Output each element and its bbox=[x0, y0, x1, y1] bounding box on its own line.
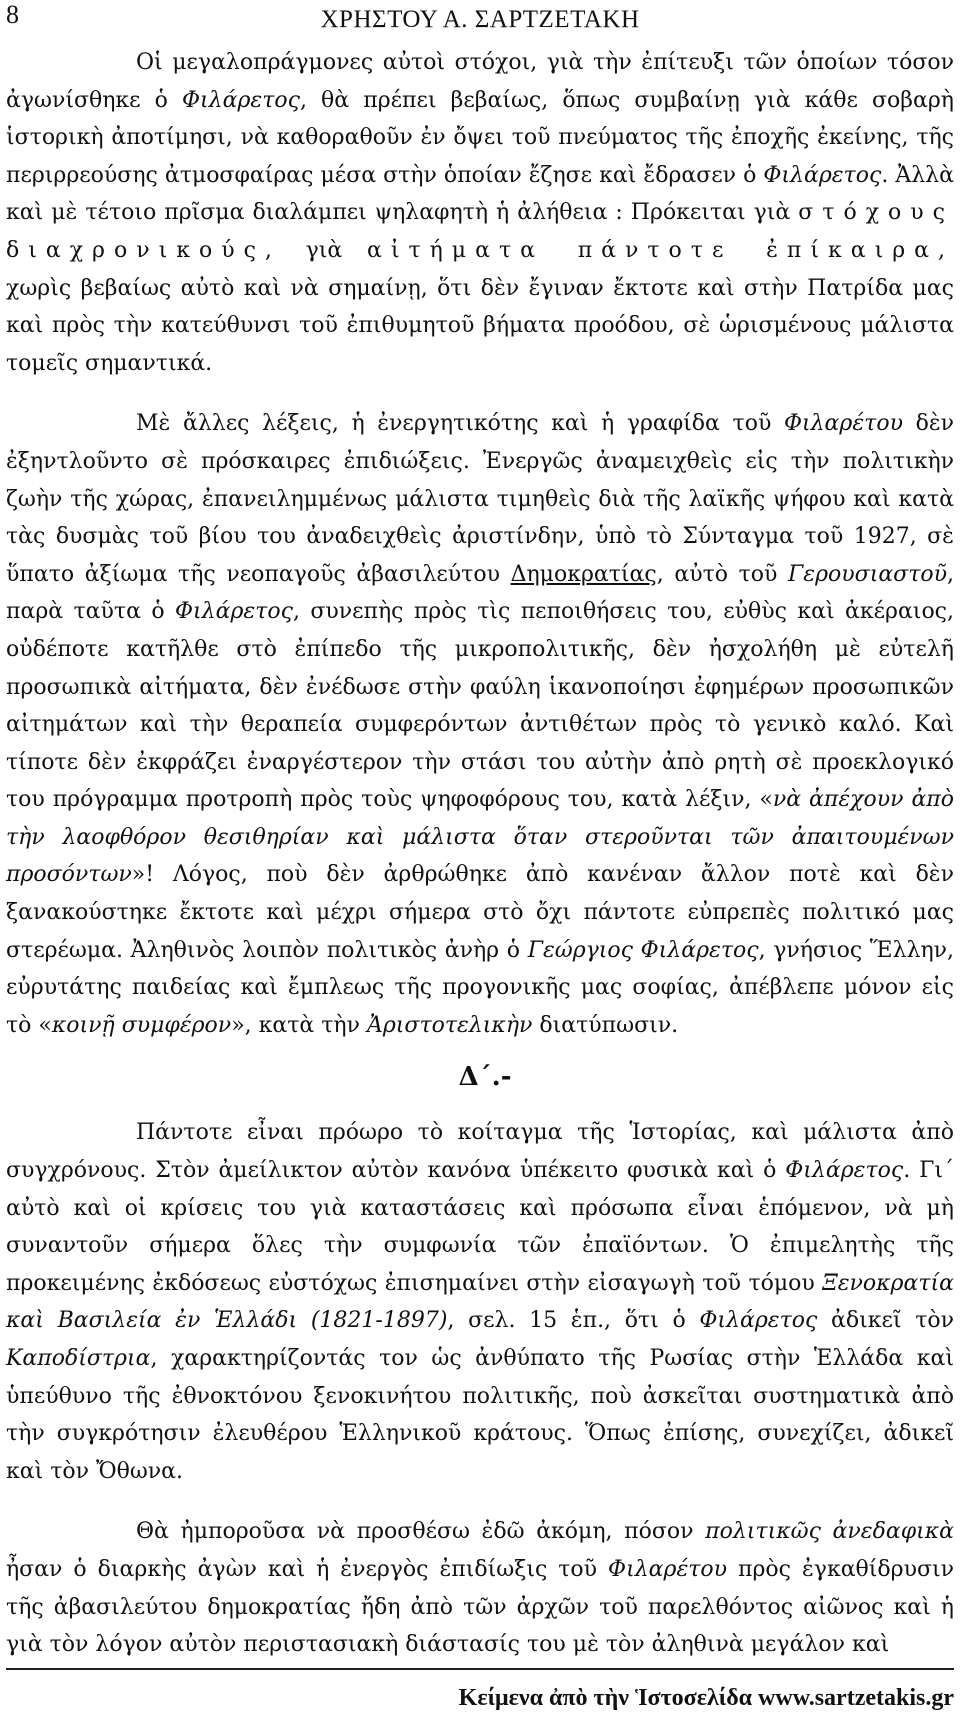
section-heading: Δ΄.- bbox=[458, 1062, 512, 1093]
italic-run: Φιλάρετος bbox=[699, 1308, 818, 1334]
text-run: πρὸς ἐγκαθίδρυσιν τῆς ἀβασιλεύτου δημοκρατίας ἤδη ἀπὸ τῶν ἀρχῶν τοῦ παρελθόντος αἰῶνος καὶ ἡ γιὰ τὸν λόγον αὐτὸν περιστασιακὴ διάστασίς του μὲ τὸν ἀληθινὰ μεγάλον καὶ bbox=[6, 1556, 954, 1658]
italic-run: Φιλάρετος bbox=[182, 87, 300, 113]
text-run: , θὰ πρέπει βεβαίως, ὅπως συμβαίνῃ γιὰ κάθε σοβαρὴ ἱστορικὴ ἀποτίμησι, νὰ καθοραθοῦν ἐν ὄψει τοῦ πνεύματος τῆς ἐποχῆς ἐκείνης, τῆς περιρρεούσης ἀτμοσφαίρας μέσα στὴν ὁποίαν ἔζησε καὶ ἔδρασεν ὁ bbox=[6, 87, 954, 188]
page-number: 8 bbox=[6, 0, 19, 29]
paragraph-gap bbox=[6, 1490, 954, 1513]
text-run: , σελ. 15 ἑπ., ὅτι ὁ bbox=[447, 1308, 700, 1334]
text-run: γιὰ bbox=[280, 237, 367, 263]
italic-run: Φιλάρετος bbox=[785, 1158, 904, 1184]
text-run: . Γι΄ αὐτὸ καὶ οἱ κρίσεις του γιὰ καταστάσεις καὶ πρόσωπα εἶναι ἑπόμενον, νὰ μὴ συναντοῦν σήμερα ὅλες τὴν συμφωνία τῶν ἐπαϊόντων. Ὁ ἐπιμελητὴς τῆς προκειμένης ἐκδόσεως εὐστόχως ἐπισημαίνει στὴν εἰσαγωγὴ τοῦ τόμου bbox=[6, 1158, 954, 1296]
italic-run: Γεώργιος Φιλάρετος bbox=[527, 937, 759, 963]
italic-run: Φιλάρετος bbox=[763, 162, 882, 188]
paragraph-gap bbox=[6, 382, 954, 405]
underlined-run: Δημοκρατίας bbox=[510, 561, 657, 587]
main-text bbox=[6, 44, 954, 1664]
text-run: , συνεπὴς πρὸς τὶς πεποιθήσεις του, εὐθὺς καὶ ἀκέραιος, οὐδέποτε κατῆλθε στὸ ἐπίπεδο τῆς μικροπολιτικῆς, δὲν ἠσχολήθη μὲ εὐτελῆ προσωπικὰ αἰτήματα, δὲν ἐνέδωσε στὴν φαύλη ἱκανοποίησι ἐφημέρων προσωπικῶν αἰτημάτων καὶ τὴν θεραπεία συμφερόντων ἀντιθέτων πρὸς τὸ γενικὸ καλό. Καὶ τίποτε δὲν ἐκφράζει ἐναργέστερον τὴν στάσι του αὐτὴν ἀπὸ ρητὴ σὲ προεκλογικό του πρόγραμμα προτροπὴ πρὸς τοὺς ψηφοφόρους του, κατὰ λέξιν, « bbox=[6, 599, 954, 813]
text-run: ἦσαν ὁ διαρκὴς ἀγὼν καὶ ἡ ἐνεργὸς ἐπιδίωξις τοῦ bbox=[6, 1556, 609, 1582]
italic-run: Καποδίστρια bbox=[6, 1346, 151, 1371]
italic-run: νὰ ἀπέχουν ἀπὸ τὴν λαοφθόρον θεσιθηρίαν καὶ μάλιστα ὅταν στεροῦνται τῶν ἀπαιτουμένων προσόντων bbox=[6, 787, 954, 888]
italic-run: κοινῇ συμφέρον bbox=[51, 1012, 232, 1038]
text-run: », κατὰ τὴν bbox=[231, 1012, 367, 1038]
spaced-run: στόχους διαχρονικούς, bbox=[6, 200, 954, 263]
text-run: . Ἀλλὰ καὶ μὲ τέτοιο πρῖσμα διαλάμπει ψηλαφητὴ ἡ ἀλήθεια : Πρόκειται γιὰ bbox=[6, 162, 954, 226]
italic-run: Φιλάρετος bbox=[174, 599, 293, 625]
paragraph-2 bbox=[6, 405, 954, 1044]
paragraph-4 bbox=[6, 1513, 954, 1663]
italic-run: Φιλαρέτου bbox=[608, 1556, 728, 1582]
italic-run: Ξενοκρατία καὶ Βασιλεία ἐν Ἑλλάδι (1821-1897) bbox=[6, 1270, 954, 1334]
text-run: Οἱ μεγαλοπράγμονες αὐτοὶ στόχοι, γιὰ τὴν ἐπίτευξι τῶν ὁποίων τόσον ἀγωνίσθηκε ὁ bbox=[6, 50, 954, 113]
footer-source: Κείμενα ἀπὸ τὴν Ἱστοσελίδα www.sartzetakis.gr bbox=[458, 1685, 954, 1711]
text-run: ἀδικεῖ τὸν bbox=[817, 1308, 954, 1334]
paragraph-1 bbox=[6, 44, 954, 382]
text-run: , χαρακτηρίζοντάς τον ὡς ἀνθύπατο τῆς Ρωσίας στὴν Ἑλλάδα καὶ ὑπεύθυνο τῆς ἐθνοκτόνου ξενοκινήτου πολιτικῆς, ποὺ ἀσκεῖται συστηματικὰ ἀπὸ τὴν συγκρότησιν ἐλευθέρου Ἑλληνικοῦ κράτους. Ὅπως ἐπίσης, συνεχίζει, ἀδικεῖ καὶ τὸν Ὄθωνα. bbox=[6, 1346, 954, 1484]
text-run: διατύπωσιν. bbox=[532, 1012, 679, 1038]
text-run: , αὐτὸ τοῦ bbox=[656, 561, 789, 587]
text-run: , γνήσιος Ἕλλην, εὐρυτάτης παιδείας καὶ ἔμπλεως τῆς προγονικῆς μας σοφίας, ἀπέβλεπε μόνον εἰς τὸ « bbox=[6, 937, 955, 1038]
paragraph-3 bbox=[6, 1114, 954, 1490]
text-run: Θὰ ἠμποροῦσα νὰ προσθέσω ἐδῶ ἀκόμη, πόσον bbox=[136, 1519, 706, 1545]
italic-run: Ἀριστοτελικὴν bbox=[366, 1012, 533, 1038]
italic-run: Φιλαρέτου bbox=[783, 411, 903, 437]
text-run: χωρὶς βεβαίως αὐτὸ καὶ νὰ σημαίνῃ, ὅτι δὲν ἔγιναν ἔκτοτε καὶ στὴν Πατρίδα μας καὶ πρὸς τὴν κατεύθυνσι τοῦ ἐπιθυμητοῦ βήματα προόδου, σὲ ὡρισμένους μάλιστα τομεῖς σημαντικά. bbox=[6, 275, 954, 376]
text-run: Μὲ ἄλλες λέξεις, ἡ ἐνεργητικότης καὶ ἡ γραφίδα τοῦ bbox=[136, 411, 784, 437]
running-head: ΧΡΗΣΤΟΥ Α. ΣΑΡΤΖΕΤΑΚΗ bbox=[320, 6, 640, 33]
text-run: δὲν ἐξηντλοῦντο σὲ πρόσκαιρες ἐπιδιώξεις. Ἐνεργῶς ἀναμειχθεὶς εἰς τὴν πολιτικὴν ζωὴν τῆς χώρας, ἐπανειλημμένως μάλιστα τιμηθεὶς διὰ τῆς λαϊκῆς ψήφου καὶ κατὰ τὰς δυσμὰς τοῦ βίου του ἀναδειχθεὶς ἀριστίνδην, ὑπὸ τὸ Σύνταγμα τοῦ 1927, σὲ ὕπατο ἀξίωμα τῆς νεοπαγοῦς ἀβασιλεύτου bbox=[6, 411, 954, 587]
spaced-run: αἰτήματα πάντοτε ἐπίκαιρα, bbox=[366, 237, 954, 263]
footer-rule bbox=[6, 1668, 954, 1670]
text-run: »! Λόγος, ποὺ δὲν ἀρθρώθηκε ἀπὸ κανέναν ἄλλον ποτὲ καὶ δὲν ξανακούστηκε ἔκτοτε καὶ μέχρι σήμερα στὸ ὄχι πάντοτε εὐπρεπὲς πολιτικό μας στερέωμα. Ἀληθινὸς λοιπὸν πολιτικὸς ἀνὴρ ὁ bbox=[6, 862, 954, 963]
text-run: , παρὰ ταῦτα ὁ bbox=[6, 561, 954, 625]
italic-run: Γερουσιαστοῦ bbox=[788, 561, 947, 587]
text-run: Πάντοτε εἶναι πρόωρο τὸ κοίταγμα τῆς Ἱστορίας, καὶ μάλιστα ἀπὸ συγχρόνους. Στὸν ἀμείλικτον αὐτὸν κανόνα ὑπέκειτο φυσικὰ καὶ ὁ bbox=[6, 1120, 954, 1184]
italic-run: πολιτικῶς ἀνεδαφικὰ bbox=[705, 1519, 955, 1545]
